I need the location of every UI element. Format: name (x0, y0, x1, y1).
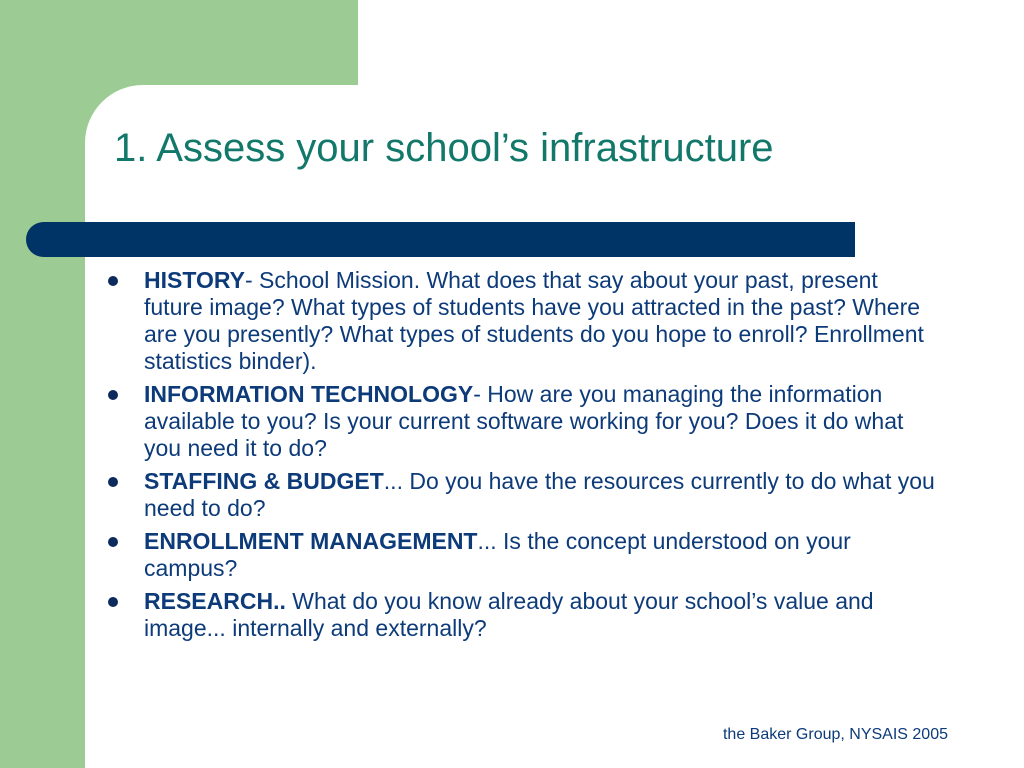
bullet-item-enrollment-management (100, 528, 940, 582)
bullet-dot-icon (108, 390, 118, 400)
bullet-label: INFORMATION TECHNOLOGY (144, 381, 474, 407)
bullet-item-research (100, 588, 940, 642)
bullet-text: What do you know already about your school’s value and image... internally and externally? (144, 588, 874, 641)
bullet-label: HISTORY (144, 267, 245, 293)
bullet-text: - School Mission. What does that say about your past, present future image? What types of students have you attracted in the past? Where are you presently? What types of students do you hope to enroll? Enrollment statistics binder). (144, 267, 924, 374)
bullet-label: ENROLLMENT MANAGEMENT (144, 528, 478, 554)
bullet-list (100, 267, 940, 648)
bullet-item-history (100, 267, 940, 375)
bullet-text: - How are you managing the information available to you? Is your current software working for you? Does it do what you need it to do? (144, 381, 904, 461)
footer-credit: the Baker Group, NYSAIS 2005 (722, 726, 948, 743)
bullet-dot-icon (108, 477, 118, 487)
bullet-label: RESEARCH.. (144, 588, 286, 614)
bullet-item-information-technology (100, 381, 940, 462)
bullet-label: STAFFING & BUDGET (144, 468, 384, 494)
bullet-dot-icon (108, 276, 118, 286)
slide-title: 1. Assess your school’s infrastructure (114, 126, 774, 170)
bullet-item-staffing-budget (100, 468, 940, 522)
title-divider-bar (26, 222, 855, 257)
bullet-text: ... Is the concept understood on your campus? (144, 528, 851, 581)
bullet-dot-icon (108, 537, 118, 547)
bullet-dot-icon (108, 597, 118, 607)
bullet-text: ... Do you have the resources currently to do what you need to do? (144, 468, 935, 521)
